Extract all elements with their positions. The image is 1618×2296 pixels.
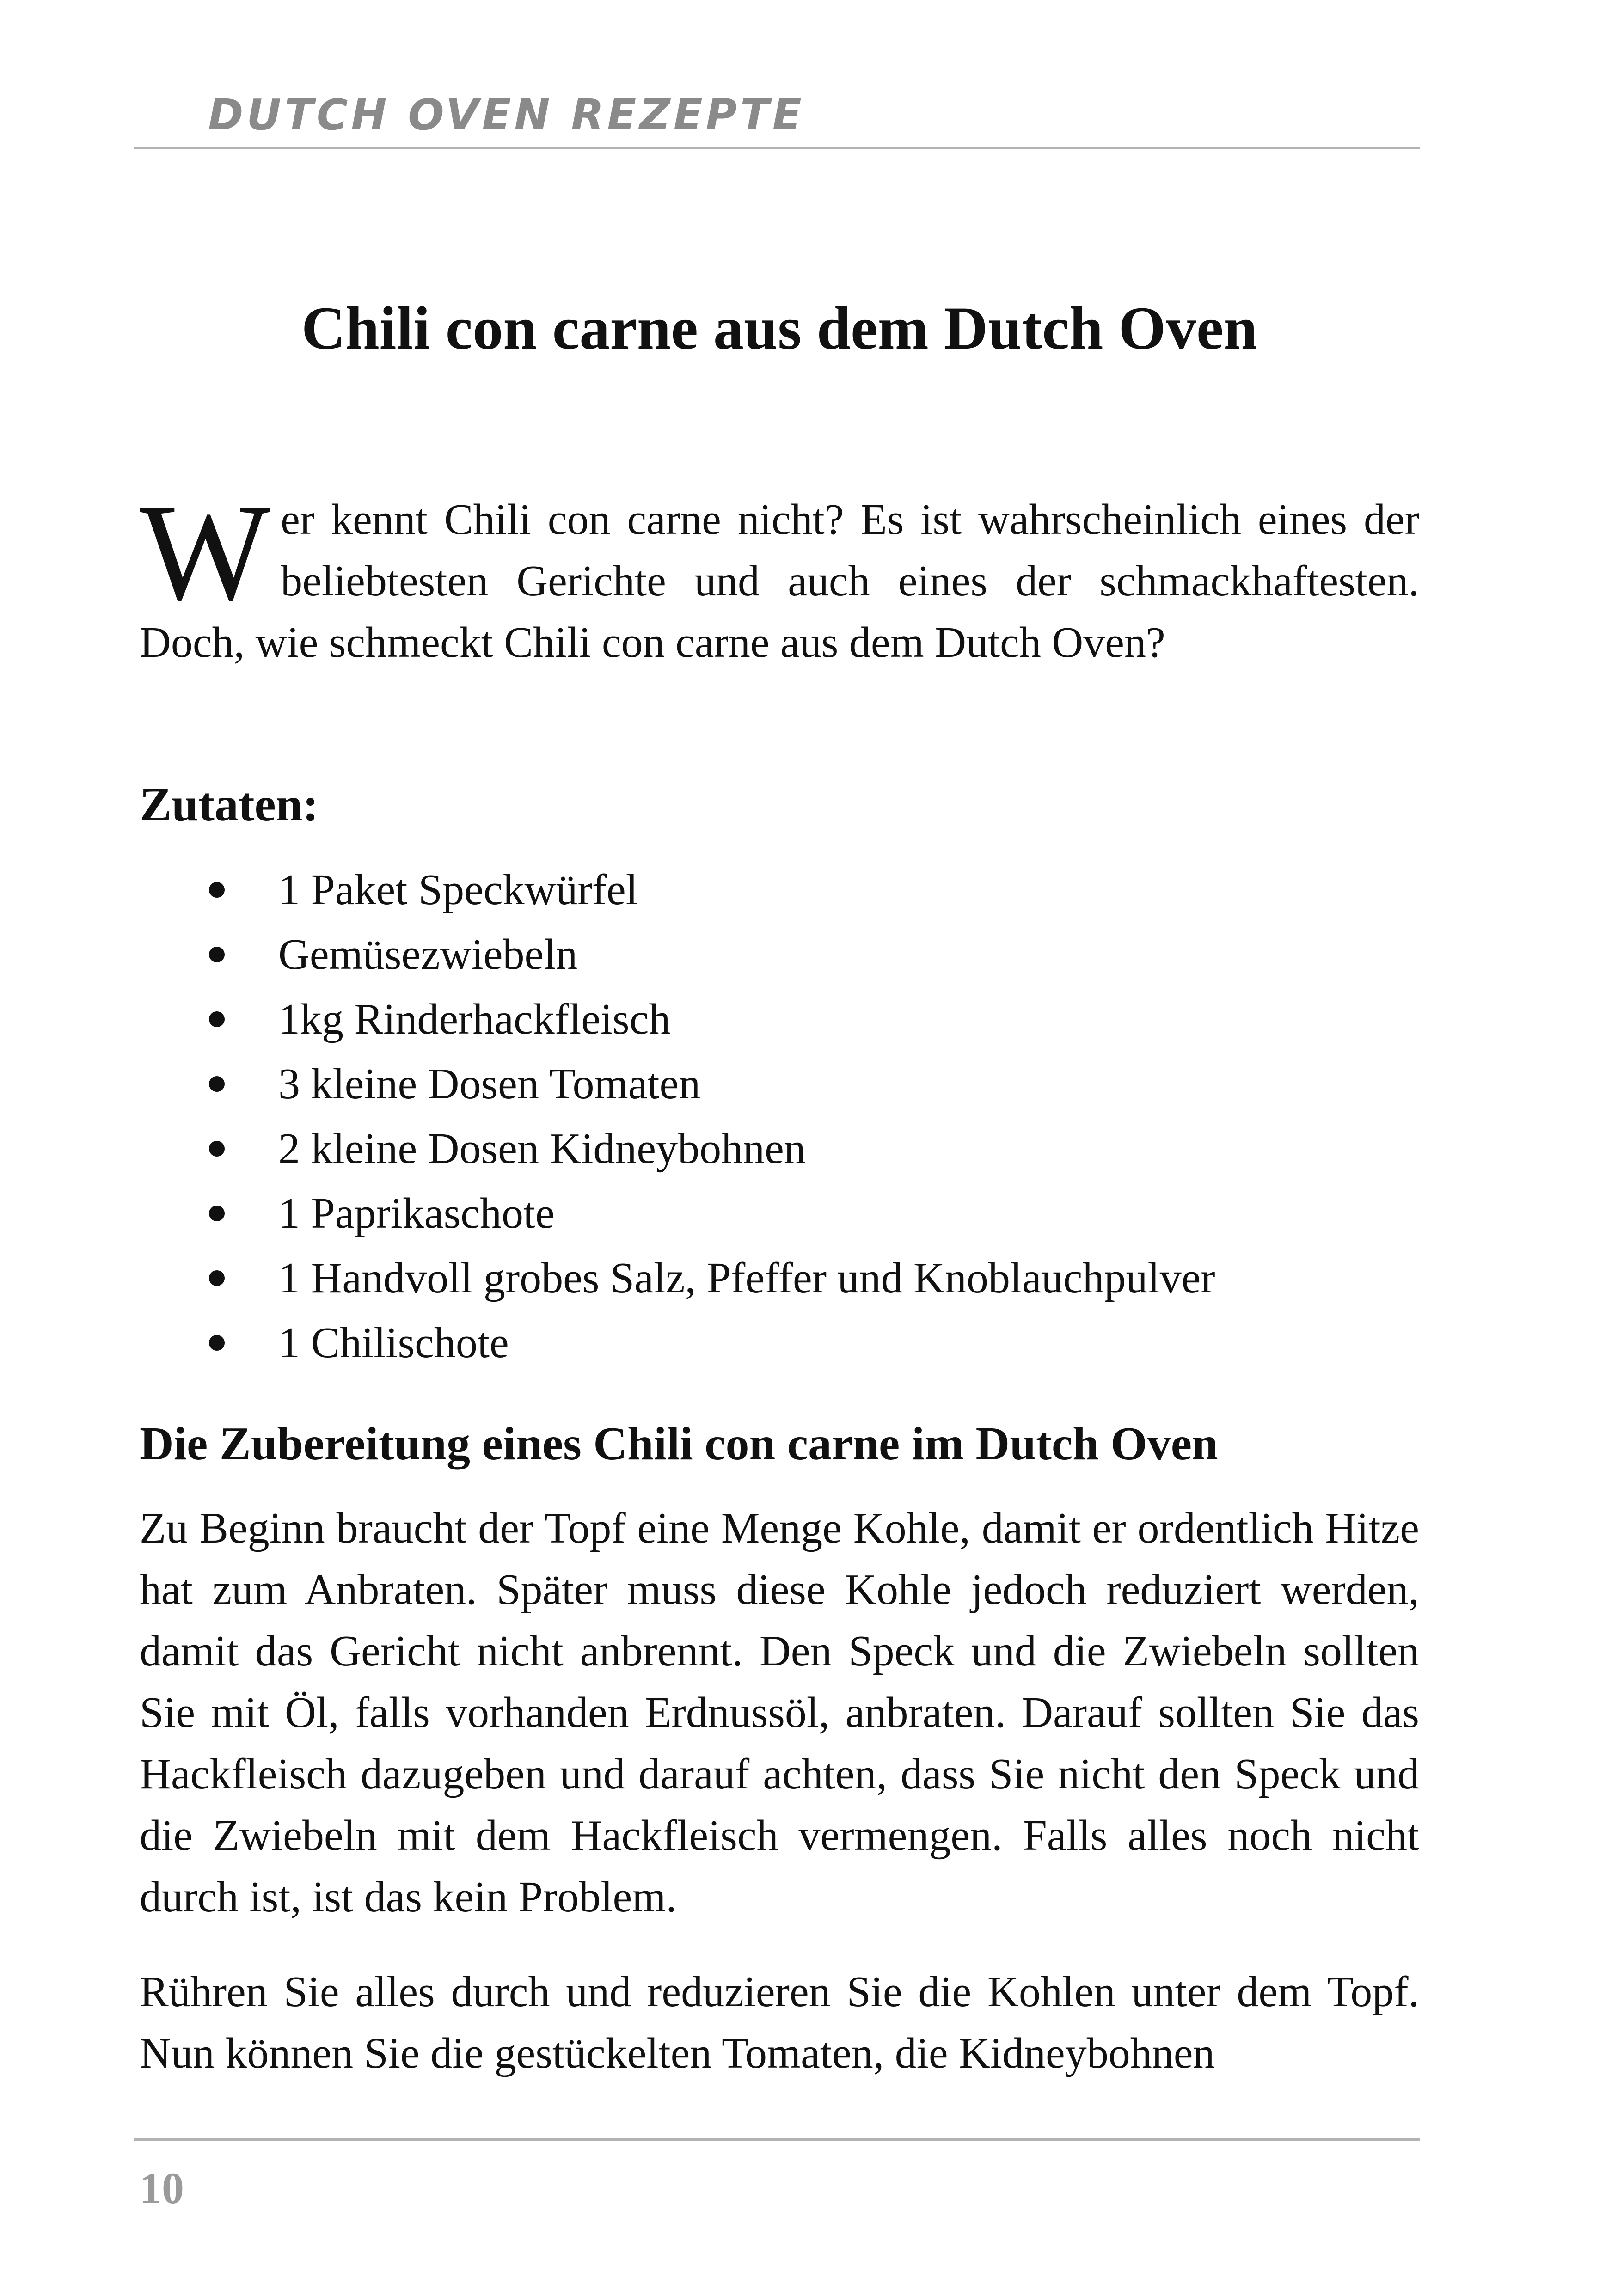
list-item [140, 1052, 1215, 1116]
bullet-icon [209, 1141, 225, 1157]
intro-text: er kennt Chili con carne nicht? Es ist wahrscheinlich eines der beliebtesten Gerichte und auch eines der schmackhaftesten. Doch, wie schmeckt Chili con carne aus dem Dutch Oven? [140, 496, 1419, 667]
bullet-icon [209, 1270, 225, 1286]
bullet-icon [209, 1206, 225, 1221]
intro-paragraph [140, 476, 1419, 673]
ingredients-list [140, 857, 1215, 1375]
page-title: Chili con carne aus dem Dutch Oven [301, 294, 1258, 362]
bullet-icon [209, 1076, 225, 1092]
list-item [140, 1181, 1215, 1246]
ingredient-text: 1kg Rinderhackfleisch [278, 995, 671, 1043]
ingredient-text: 1 Paprikaschote [278, 1189, 555, 1237]
preparation-paragraph-1: Zu Beginn braucht der Topf eine Menge Kohle, damit er ordentlich Hitze hat zum Anbraten. Später muss diese Kohle jedoch reduziert werden, damit das Gericht nicht anbrennt. Den Speck und die Zwiebeln sollten Sie mit Öl, falls vorhanden Erdnussöl, anbraten. Darauf sollten Sie das Hackfleisch dazugeben und darauf achten, dass Sie nicht den Speck und die Zwiebeln mit dem Hackfleisch vermengen. Falls alles noch nicht durch ist, ist das kein Problem. [140, 1504, 1419, 1921]
list-item [140, 922, 1215, 987]
preparation-heading: Die Zubereitung eines Chili con carne im Dutch Oven [140, 1418, 1218, 1470]
ingredient-text: Gemüsezwiebeln [278, 931, 578, 979]
list-item [140, 987, 1215, 1052]
bullet-icon [209, 1011, 225, 1027]
ingredient-text: 1 Handvoll grobes Salz, Pfeffer und Knoblauchpulver [278, 1254, 1215, 1302]
ingredients-heading: Zutaten: [140, 778, 319, 831]
ingredient-text: 3 kleine Dosen Tomaten [278, 1060, 701, 1108]
drop-cap: W [140, 476, 271, 629]
list-item [140, 1246, 1215, 1310]
bullet-icon [209, 882, 225, 898]
footer-rule [134, 2138, 1420, 2141]
running-header: DUTCH OVEN REZEPTE [208, 90, 805, 140]
header-rule [134, 147, 1420, 149]
ingredient-text: 1 Chilischote [278, 1319, 509, 1367]
ingredient-text: 1 Paket Speckwürfel [278, 866, 638, 914]
bullet-icon [209, 947, 225, 962]
list-item [140, 1116, 1215, 1181]
page-number: 10 [140, 2163, 184, 2213]
bullet-icon [209, 1335, 225, 1351]
ingredient-text: 2 kleine Dosen Kidneybohnen [278, 1125, 806, 1173]
list-item [140, 1310, 1215, 1375]
list-item [140, 857, 1215, 922]
preparation-paragraph-2: Rühren Sie alles durch und reduzieren Sie die Kohlen unter dem Topf. Nun können Sie die gestückelten Tomaten, die Kidneybohnen [140, 1968, 1419, 2077]
